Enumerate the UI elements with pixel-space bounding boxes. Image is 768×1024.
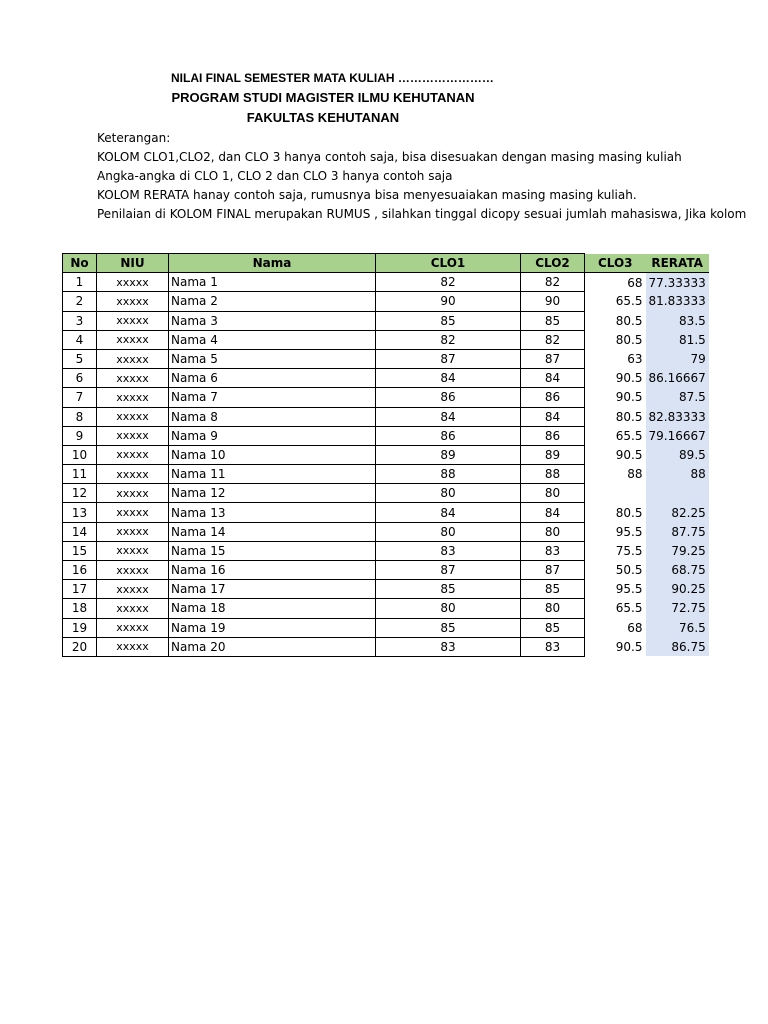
cell-no: 12 [63, 484, 97, 503]
table-row [63, 273, 709, 292]
cell-rerata: 77.33333 [646, 273, 709, 292]
cell-rerata [646, 484, 709, 503]
cell-no: 9 [63, 426, 97, 445]
cell-rerata: 68.75 [646, 561, 709, 580]
cell-nama: Nama 15 [169, 541, 376, 560]
cell-clo1: 85 [376, 311, 521, 330]
cell-no: 5 [63, 349, 97, 368]
title-line-3: FAKULTAS KEHUTANAN [246, 110, 400, 125]
cell-nama: Nama 3 [169, 311, 376, 330]
cell-clo1: 86 [376, 388, 521, 407]
cell-clo2: 86 [521, 426, 585, 445]
cell-clo2: 83 [521, 637, 585, 656]
header-clo1: CLO1 [376, 254, 521, 273]
cell-nama: Nama 9 [169, 426, 376, 445]
cell-nama: Nama 18 [169, 599, 376, 618]
cell-clo1: 84 [376, 407, 521, 426]
cell-clo1: 84 [376, 369, 521, 388]
cell-niu: xxxxx [97, 580, 169, 599]
cell-clo3: 90.5 [615, 371, 643, 386]
cell-niu: xxxxx [97, 561, 169, 580]
cell-niu: xxxxx [97, 292, 169, 311]
cell-rerata: 79 [646, 349, 709, 368]
cell-niu: xxxxx [97, 445, 169, 464]
cell-nama: Nama 7 [169, 388, 376, 407]
cell-rerata: 90.25 [646, 580, 709, 599]
grades-table [62, 253, 709, 657]
cell-clo1: 80 [376, 522, 521, 541]
table-row [63, 541, 709, 560]
cell-rerata: 88 [646, 465, 709, 484]
header-nama: Nama [169, 254, 376, 273]
cell-clo3: 88 [627, 467, 643, 482]
cell-rerata: 86.16667 [646, 369, 709, 388]
table-row [63, 292, 709, 311]
table-row [63, 311, 709, 330]
cell-clo2: 84 [521, 407, 585, 426]
cell-nama: Nama 13 [169, 503, 376, 522]
cell-no: 13 [63, 503, 97, 522]
cell-niu: xxxxx [97, 599, 169, 618]
note-line: Angka-angka di CLO 1, CLO 2 dan CLO 3 hanya contoh saja [97, 169, 453, 183]
note-line: KOLOM CLO1,CLO2, dan CLO 3 hanya contoh saja, bisa disesuakan dengan masing masing kuliah [97, 150, 682, 164]
cell-nama: Nama 10 [169, 445, 376, 464]
cell-nama: Nama 11 [169, 465, 376, 484]
cell-no: 16 [63, 561, 97, 580]
header-rerata: RERATA [646, 254, 709, 273]
cell-clo3: 68 [627, 275, 643, 290]
cell-clo1: 82 [376, 273, 521, 292]
table-row [63, 465, 709, 484]
cell-nama: Nama 14 [169, 522, 376, 541]
cell-clo2: 84 [521, 369, 585, 388]
cell-clo1: 85 [376, 618, 521, 637]
cell-clo2: 80 [521, 599, 585, 618]
cell-clo2: 86 [521, 388, 585, 407]
cell-no: 11 [63, 465, 97, 484]
cell-niu: xxxxx [97, 388, 169, 407]
header-clo3: CLO3 [585, 254, 646, 273]
notes-block [97, 129, 746, 224]
table-row [63, 637, 709, 656]
cell-clo3: 75.5 [615, 543, 643, 558]
cell-clo3: 80.5 [615, 409, 643, 424]
table-row [63, 618, 709, 637]
cell-clo2: 82 [521, 273, 585, 292]
cell-clo3: 90.5 [615, 447, 643, 462]
cell-clo3: 90.5 [615, 390, 643, 405]
cell-niu: xxxxx [97, 349, 169, 368]
cell-clo1: 89 [376, 445, 521, 464]
cell-nama: Nama 12 [169, 484, 376, 503]
cell-no: 17 [63, 580, 97, 599]
cell-nama: Nama 19 [169, 618, 376, 637]
cell-clo1: 90 [376, 292, 521, 311]
cell-clo2: 90 [521, 292, 585, 311]
cell-niu: xxxxx [97, 407, 169, 426]
cell-no: 20 [63, 637, 97, 656]
cell-clo2: 85 [521, 311, 585, 330]
cell-clo3: 80.5 [615, 505, 643, 520]
cell-clo1: 88 [376, 465, 521, 484]
cell-clo2: 83 [521, 541, 585, 560]
table-row [63, 484, 709, 503]
cell-clo3: 63 [627, 352, 643, 367]
cell-no: 3 [63, 311, 97, 330]
cell-clo3: 65.5 [615, 601, 643, 616]
cell-clo3: 68 [627, 620, 643, 635]
table-row [63, 599, 709, 618]
title-line-1-text: NILAI FINAL SEMESTER MATA KULIAH …………………… [171, 71, 494, 85]
table-row [63, 580, 709, 599]
cell-no: 7 [63, 388, 97, 407]
cell-clo3: 65.5 [615, 428, 643, 443]
cell-clo1: 84 [376, 503, 521, 522]
cell-rerata: 86.75 [646, 637, 709, 656]
cell-rerata: 72.75 [646, 599, 709, 618]
cell-niu: xxxxx [97, 522, 169, 541]
cell-clo1: 82 [376, 330, 521, 349]
cell-clo3: 90.5 [615, 639, 643, 654]
cell-rerata: 87.5 [646, 388, 709, 407]
title-line-2: PROGRAM STUDI MAGISTER ILMU KEHUTANAN [171, 90, 475, 105]
table-row [63, 407, 709, 426]
cell-clo2: 80 [521, 484, 585, 503]
cell-niu: xxxxx [97, 637, 169, 656]
table-row [63, 503, 709, 522]
cell-niu: xxxxx [97, 484, 169, 503]
cell-clo3: 80.5 [615, 332, 643, 347]
cell-niu: xxxxx [97, 426, 169, 445]
cell-clo3: 95.5 [615, 582, 643, 597]
cell-niu: xxxxx [97, 618, 169, 637]
cell-rerata: 79.16667 [646, 426, 709, 445]
cell-no: 19 [63, 618, 97, 637]
cell-no: 2 [63, 292, 97, 311]
cell-nama: Nama 17 [169, 580, 376, 599]
cell-clo1: 85 [376, 580, 521, 599]
note-line: Keterangan: [97, 131, 171, 145]
cell-clo2: 89 [521, 445, 585, 464]
cell-clo1: 87 [376, 561, 521, 580]
cell-no: 4 [63, 330, 97, 349]
cell-nama: Nama 4 [169, 330, 376, 349]
cell-clo2: 82 [521, 330, 585, 349]
cell-nama: Nama 1 [169, 273, 376, 292]
cell-no: 8 [63, 407, 97, 426]
cell-nama: Nama 2 [169, 292, 376, 311]
cell-niu: xxxxx [97, 273, 169, 292]
cell-rerata: 76.5 [646, 618, 709, 637]
cell-rerata: 81.83333 [646, 292, 709, 311]
table-row [63, 561, 709, 580]
cell-clo2: 80 [521, 522, 585, 541]
cell-clo3: 65.5 [615, 294, 643, 309]
table-header-row [63, 254, 709, 273]
cell-clo1: 83 [376, 637, 521, 656]
table-row [63, 369, 709, 388]
note-line: Penilaian di KOLOM FINAL merupakan RUMUS , silahkan tinggal dicopy sesuai jumlah mahasiswa, Jika kolom [97, 207, 747, 221]
cell-clo1: 80 [376, 599, 521, 618]
header-clo2: CLO2 [521, 254, 585, 273]
table-row [63, 426, 709, 445]
header-niu: NIU [97, 254, 169, 273]
table-row [63, 388, 709, 407]
cell-clo2: 84 [521, 503, 585, 522]
cell-no: 14 [63, 522, 97, 541]
cell-rerata: 87.75 [646, 522, 709, 541]
cell-niu: xxxxx [97, 369, 169, 388]
cell-clo3: 80.5 [615, 313, 643, 328]
table-row [63, 445, 709, 464]
cell-no: 1 [63, 273, 97, 292]
cell-no: 15 [63, 541, 97, 560]
cell-niu: xxxxx [97, 330, 169, 349]
cell-clo2: 85 [521, 580, 585, 599]
cell-nama: Nama 6 [169, 369, 376, 388]
cell-rerata: 82.83333 [646, 407, 709, 426]
cell-nama: Nama 20 [169, 637, 376, 656]
cell-no: 6 [63, 369, 97, 388]
cell-nama: Nama 5 [169, 349, 376, 368]
cell-rerata: 83.5 [646, 311, 709, 330]
cell-no: 10 [63, 445, 97, 464]
cell-clo1: 86 [376, 426, 521, 445]
cell-rerata: 82.25 [646, 503, 709, 522]
cell-clo2: 85 [521, 618, 585, 637]
cell-clo2: 87 [521, 561, 585, 580]
cell-no: 18 [63, 599, 97, 618]
cell-clo3: 95.5 [615, 524, 643, 539]
table-row [63, 349, 709, 368]
cell-rerata: 79.25 [646, 541, 709, 560]
cell-niu: xxxxx [97, 311, 169, 330]
table-body [63, 273, 709, 657]
table-row [63, 522, 709, 541]
cell-clo1: 87 [376, 349, 521, 368]
note-line: KOLOM RERATA hanay contoh saja, rumusnya bisa menyesuaiakan masing masing kuliah. [97, 188, 637, 202]
cell-clo2: 88 [521, 465, 585, 484]
cell-niu: xxxxx [97, 503, 169, 522]
cell-clo3 [585, 484, 646, 503]
cell-niu: xxxxx [97, 541, 169, 560]
cell-rerata: 89.5 [646, 445, 709, 464]
cell-niu: xxxxx [97, 465, 169, 484]
cell-rerata: 81.5 [646, 330, 709, 349]
cell-clo3: 50.5 [615, 563, 643, 578]
cell-nama: Nama 8 [169, 407, 376, 426]
cell-clo1: 80 [376, 484, 521, 503]
cell-clo1: 83 [376, 541, 521, 560]
header-no: No [63, 254, 97, 273]
cell-nama: Nama 16 [169, 561, 376, 580]
table-row [63, 330, 709, 349]
cell-clo2: 87 [521, 349, 585, 368]
